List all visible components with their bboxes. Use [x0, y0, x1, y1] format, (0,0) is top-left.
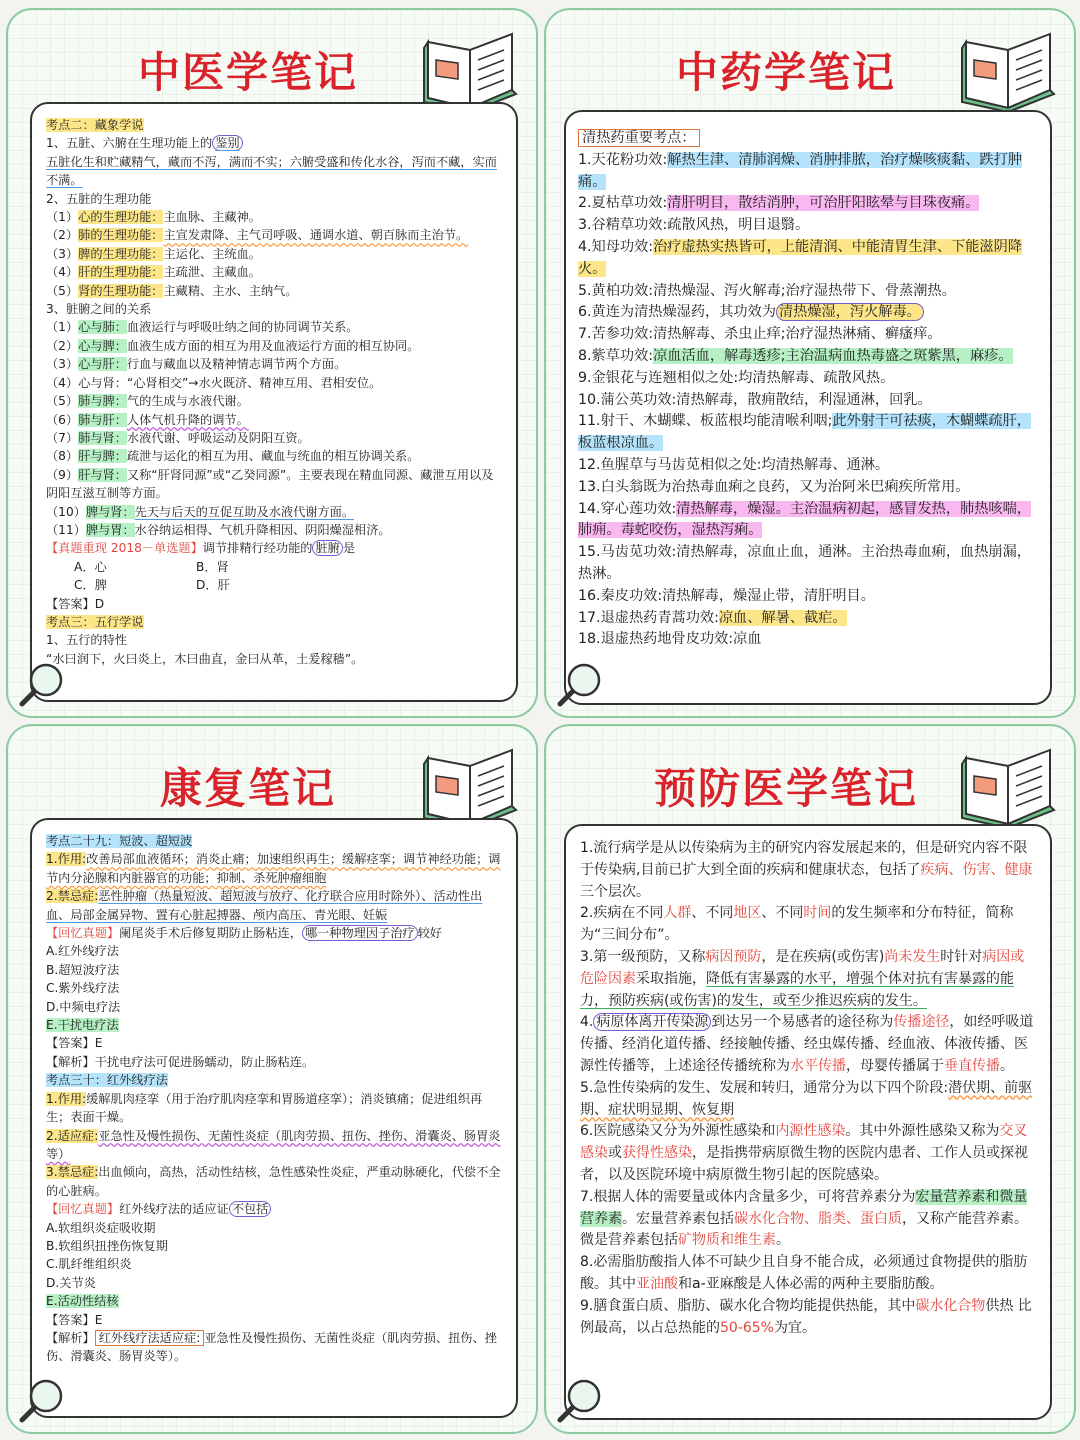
note-key-term: 病因预防 — [705, 948, 762, 965]
note-text: 水液代谢、呼吸运动及阴阳互资。 — [126, 430, 310, 445]
note-key-term: 肾的生理功能： — [78, 283, 164, 298]
analysis-line: 【解析】干扰电疗法可促进肠蠕动，防止肠粘连。 — [46, 1054, 315, 1069]
card-title: 康复笔记 — [159, 764, 336, 813]
note-key-term: 碳水化合物 — [915, 1297, 986, 1314]
note-line: 2、五脏的生理功能 — [46, 191, 152, 206]
note-key-term: 1.作用: — [46, 852, 87, 867]
note-line — [578, 193, 1038, 215]
note-text: 为宜。 — [773, 1319, 816, 1336]
note-line — [578, 608, 1038, 630]
card-title: 中医学笔记 — [137, 48, 358, 97]
note-line — [46, 576, 502, 594]
option-line: C.紫外线疗法 — [46, 981, 120, 996]
note-text: ，是在疾病(或伤害) — [761, 948, 885, 965]
note-line — [46, 1163, 502, 1200]
note-key-term: 50-65% — [720, 1319, 774, 1336]
note-key-term: 传播途径 — [893, 1014, 950, 1031]
note-text: 疏泄与运化的相互为用、藏血与统血的相互协调关系。 — [126, 449, 420, 464]
note-line — [46, 1127, 502, 1164]
note-line: 12.鱼腥草与马齿苋相似之处:均清热解毒、通淋。 — [578, 456, 890, 473]
note-number: （2） — [46, 228, 79, 243]
note-key-term: 水平传播 — [790, 1057, 846, 1074]
note-text: 主疏泄、主藏血。 — [163, 265, 261, 280]
note-key-term: 尚未发生 — [884, 948, 941, 965]
note-line — [46, 887, 502, 924]
note-line — [46, 429, 502, 447]
note-key-term: 红外线疗法适应症: — [95, 1330, 205, 1346]
note-line: 9.金银花与连翘相似之处:均清热解毒、疏散风热。 — [578, 369, 895, 386]
note-key-term: 肺与肝： — [78, 412, 127, 427]
note-number: （10） — [46, 504, 86, 519]
answer-line: 【答案】D — [46, 596, 105, 611]
note-key-term: 亚油酸 — [636, 1275, 678, 1292]
note-key-term: 脏腑 — [312, 540, 342, 556]
section-heading: 考点二十九：短波、超短波 — [46, 834, 193, 848]
note-text: 9.膳食蛋白质、脂肪、碳水化合物均能提供热能，其中 — [580, 1297, 916, 1314]
option-line: B.软组织扭挫伤恢复期 — [46, 1238, 168, 1253]
note-text: 改善局部血液循环；消炎止痛；加速组织再生；缓解痉挛；调节神经功能；调节内分泌腺和内脏器官的功能；抑制、杀死肿瘤细胞 — [46, 852, 501, 885]
note-line — [580, 1252, 1036, 1296]
note-text: 供热 比例最高，以占总热能的 — [580, 1297, 1032, 1336]
note-text: 人体气机升降的调节。 — [126, 412, 249, 427]
note-line: 7.苦参功效:清热解毒、杀虫止痒;治疗湿热淋痛、癣瘙痒。 — [578, 326, 942, 343]
option-line: D.关节炎 — [46, 1275, 96, 1290]
option-line: D.中频电疗法 — [46, 999, 121, 1014]
note-text: 水谷纳运相得、气机升降相因、阴阳燥湿相济。 — [134, 522, 391, 537]
note-text: 4. — [580, 1014, 594, 1031]
exam-tag: 【回忆真题】 — [46, 926, 120, 941]
note-text: 亚急性及慢性损伤、无菌性炎症（肌肉劳损、扭伤、挫伤、滑囊炎、肠胃炎等）。 — [46, 1330, 497, 1364]
correct-option: E.干扰电疗法 — [46, 1018, 119, 1033]
note-line: “水曰润下，火曰炎上，木曰曲直，金曰从革，土爰稼穑”。 — [46, 651, 364, 666]
note-number: （6） — [46, 412, 79, 427]
notes-panel — [564, 824, 1052, 1420]
note-text: ，又称产能营养素。微是营养素包括 — [580, 1210, 1028, 1249]
answer-line: 【答案】E — [46, 1312, 103, 1327]
note-key-term: 脾的生理功能： — [78, 246, 164, 261]
note-key-term: 内源性感染 — [775, 1123, 846, 1140]
note-line — [46, 337, 502, 355]
note-text: 。其中外源性感染又称为 — [845, 1123, 1000, 1140]
note-text: 1.天花粉功效: — [578, 151, 668, 168]
note-key-term: 肺与肾： — [78, 430, 127, 445]
note-key-term: 2.禁忌症: — [46, 889, 99, 904]
note-line — [46, 1200, 502, 1218]
note-line — [46, 924, 502, 942]
note-key-term: 脾与肾： — [85, 504, 135, 519]
note-line: 五脏化生和贮藏精气，藏而不泻，满而不实；六腑受盛和传化水谷，泻而不藏，实而不满。 — [46, 154, 497, 188]
note-text: 、不同 — [761, 905, 804, 922]
note-text: 7.根据人体的需要量或体内含量多少，可将营养素分为 — [580, 1188, 916, 1205]
note-line — [46, 1090, 502, 1127]
magnifier-icon — [16, 1376, 66, 1426]
exam-tag: 【回忆真题】 — [46, 1202, 120, 1217]
note-text: 1、五脏、六腑在生理功能上的 — [46, 136, 213, 151]
note-text: 8.必需脂肪酸指人体不可缺少且自身不能合成，必须通过食物提供的脂肪酸。其中 — [580, 1254, 1028, 1292]
option-line: C.肌纤维组织炎 — [46, 1257, 132, 1272]
note-line — [578, 128, 1038, 150]
note-key-term: 宏量营养素和微量营养素 — [580, 1188, 1028, 1227]
note-line — [578, 302, 1038, 324]
note-text: 主血脉、主藏神。 — [163, 210, 261, 225]
note-line — [580, 947, 1036, 1012]
note-key-term: 清热燥湿，泻火解毒。 — [776, 303, 924, 321]
option-b: B．肾 — [196, 559, 229, 574]
note-text: 1.流行病学是从以传染病为主的研究内容发展起来的，但是研究内容不限于传染病,目前已扩大到全面的疾病和健康状态，包括了 — [580, 840, 1028, 878]
note-line: （4）心与肾：“心肾相交”→水火既济、精神互用、君相安位。 — [46, 375, 382, 390]
note-text: 6.黄连为清热燥湿药，其功效为 — [578, 304, 776, 321]
magnifier-icon — [554, 1376, 604, 1426]
note-key-term: 不包括 — [229, 1201, 272, 1217]
note-line — [46, 392, 502, 410]
note-line — [46, 1071, 502, 1089]
note-line — [46, 208, 502, 226]
note-key-term: 时间 — [803, 905, 832, 922]
note-line — [46, 558, 502, 576]
note-line — [578, 150, 1038, 194]
note-text: 11.射干、木蝴蝶、板蓝根均能清喉利咽; — [578, 413, 833, 430]
note-text: 的发生频率和分布特征，简称为“三间分布”。 — [580, 905, 1014, 944]
note-key-term: 哪一种物理因子治疗 — [302, 925, 418, 941]
note-key-term: 2.适应症: — [46, 1128, 99, 1143]
note-key-term: 心与肝： — [78, 357, 127, 372]
exam-tag: 【真题重现 2018－单选题】 — [46, 541, 203, 556]
note-line — [46, 134, 502, 152]
note-line — [46, 263, 502, 281]
note-line — [580, 1187, 1036, 1252]
note-key-term: 解热生津、清肺润燥、消肿排脓，治疗燥咳痰黏、跌打肿痛。 — [578, 151, 1022, 190]
note-key-term: 心与脾： — [78, 338, 127, 353]
notes-panel — [30, 102, 518, 702]
option-a: A．心 — [74, 559, 107, 574]
card-preventive-notes — [544, 724, 1076, 1434]
note-text: 调节排精行经功能的 — [202, 541, 313, 556]
note-key-term: 病原体离开传染源 — [593, 1013, 711, 1031]
note-key-term: 清热解毒，燥湿。主治温病初起，感冒发热，肺热咳喘，肺痈。毒蛇咬伤，湿热泻痢。 — [578, 500, 1031, 539]
note-key-term: 肺的生理功能： — [78, 228, 164, 243]
note-line — [578, 237, 1038, 281]
note-line: 5.黄柏功效:清热燥湿、泻火解毒;治疗湿热带下、骨蒸潮热。 — [578, 282, 956, 299]
note-line — [46, 245, 502, 263]
note-text: 3.第一级预防，又称 — [580, 948, 706, 965]
option-c: C．脾 — [74, 578, 107, 593]
note-key-term: 1.作用: — [46, 1091, 87, 1106]
note-number: （2） — [46, 338, 79, 353]
magnifier-icon — [16, 660, 66, 710]
note-line — [578, 346, 1038, 368]
note-text: 血液运行与呼吸吐纳之间的协同调节关系。 — [126, 320, 359, 335]
note-line — [46, 226, 502, 244]
note-line — [46, 613, 502, 631]
note-line — [46, 355, 502, 373]
note-text: 阑尾炎手术后修复期防止肠粘连， — [119, 926, 302, 941]
note-text: 较好 — [417, 926, 442, 941]
section-heading: 考点二：藏象学说 — [46, 118, 144, 132]
note-number: （7） — [46, 430, 79, 445]
note-text: 出血倾向，高热，活动性结核，急性感染性炎症，严重动脉硬化，代偿不全的心脏病。 — [46, 1165, 501, 1198]
note-line — [580, 903, 1036, 947]
note-number: （11） — [46, 522, 86, 537]
note-number: （4） — [46, 265, 79, 280]
note-key-term: 垂直传播 — [944, 1057, 1000, 1074]
open-book-icon — [422, 744, 518, 828]
note-key-term: 心与肺： — [78, 320, 127, 335]
note-key-term: 凉血、解暑、截疟。 — [718, 609, 847, 626]
note-text: 4.知母功效: — [578, 238, 654, 255]
open-book-icon — [422, 28, 518, 112]
note-text: 2.夏枯草功效: — [578, 195, 668, 212]
analysis-line — [46, 1329, 502, 1366]
open-book-icon — [960, 744, 1056, 828]
note-text: 亚急性及慢性损伤、无菌性炎症（肌肉劳损、扭伤、挫伤、滑囊炎、肠胃炎等） — [46, 1128, 501, 1161]
note-text: ，是指携带病原微生物的医院内患者、工作人员或探视者，以及医院环境中病原微生物引起的医院感染。 — [580, 1145, 1028, 1183]
note-text: 到达另一个易感者的途径称为 — [711, 1014, 894, 1031]
note-line — [46, 447, 502, 465]
note-text: 降低有害暴露的水平，增强个体对抗有害暴露的能力，预防疾病(或伤害)的发生，或至少推迟疾病的发生。 — [580, 970, 1014, 1009]
note-line: 3.谷精草功效:疏散风热，明目退翳。 — [578, 217, 810, 234]
note-number: （5） — [46, 283, 79, 298]
note-number: （3） — [46, 246, 79, 261]
note-line — [46, 832, 502, 850]
answer-line: 【答案】E — [46, 1036, 103, 1051]
note-text: ，如经呼吸道传播、经消化道传播、经接触传播、经虫媒传播、经血液、体液传播、医源性传播等，上述途径传播统称为 — [580, 1014, 1034, 1074]
note-key-term: 清肝明目，散结消肿，可治肝阳眩晕与目珠夜痛。 — [667, 195, 980, 212]
note-line — [580, 1012, 1036, 1077]
note-line — [46, 850, 502, 887]
note-line — [578, 411, 1038, 455]
note-key-term: 碳水化合物、脂类、蛋白质 — [734, 1210, 902, 1227]
card-title: 中药学笔记 — [675, 48, 896, 97]
note-text: 恶性肿瘤（热量短波、超短波与放疗、化疗联合应用时除外）、活动性出血、局部金属异物、置有心脏起搏器、颅内高压、青光眼、妊娠 — [46, 889, 483, 922]
note-text: 采取指施， — [636, 970, 706, 987]
note-text: 时针对 — [940, 948, 983, 965]
note-line: 10.蒲公英功效:清热解毒，散痈散结，利湿通淋，回乳。 — [578, 391, 932, 408]
note-key-term: 此外射干可祛痰，木蝴蝶疏肝，板蓝根凉血。 — [578, 413, 1031, 452]
note-key-term: 获得性感染 — [622, 1145, 692, 1162]
note-line — [46, 539, 502, 557]
note-key-term: 交叉感染 — [580, 1123, 1028, 1162]
note-line — [578, 499, 1038, 543]
section-heading: 清热药重要考点： — [578, 129, 700, 147]
correct-option: E.活动性结核 — [46, 1294, 119, 1309]
note-number: （3） — [46, 357, 79, 372]
note-line — [46, 466, 502, 503]
note-text: 或 — [608, 1145, 622, 1162]
analysis-tag: 【解析】 — [46, 1330, 95, 1345]
note-line: 13.白头翁既为治热毒血痢之良药，又为治阿米巴痢疾所常用。 — [578, 478, 970, 495]
option-d: D．肝 — [196, 578, 230, 593]
note-line — [46, 116, 502, 134]
note-key-term: 疾病、伤害、健康 — [920, 861, 1033, 878]
note-text: 和a-亚麻酸是人体必需的两种主要脂肪酸。 — [678, 1275, 944, 1292]
note-text: 先天与后天的互促互助及水液代谢方面。 — [134, 504, 355, 519]
note-text: 又称“肝肾同源”或“乙癸同源”。主要表现在精血同源、藏泄互用以及阴阳互滋互制等方面。 — [46, 467, 494, 501]
magnifier-icon — [554, 660, 604, 710]
note-key-term: 肺与脾： — [78, 394, 127, 409]
notes-panel — [564, 110, 1052, 705]
note-text: 、不同 — [691, 905, 734, 922]
note-line: 15.马齿苋功效:清热解毒，凉血止血，通淋。主治热毒血痢，血热崩漏，热淋。 — [578, 544, 1031, 582]
note-key-term: 病因或危险因素 — [580, 948, 1025, 987]
note-key-term: 人群 — [663, 905, 692, 922]
note-text: 主运化、主统血。 — [163, 246, 261, 261]
note-key-term: 肝的生理功能： — [78, 265, 164, 280]
note-line — [46, 503, 502, 521]
note-number: （1） — [46, 320, 79, 335]
note-line: 1、五行的特性 — [46, 633, 127, 648]
note-text: 行血与藏血以及精神情志调节两个方面。 — [126, 357, 347, 372]
note-line: 18.退虚热药地骨皮功效:凉血 — [578, 631, 762, 648]
note-line — [46, 411, 502, 429]
notes-panel — [30, 818, 518, 1418]
option-line: B.超短波疗法 — [46, 962, 120, 977]
card-tcm-notes — [6, 8, 538, 718]
card-title: 预防医学笔记 — [653, 764, 918, 813]
note-line: 16.秦皮功效:清热解毒，燥湿止带，清肝明目。 — [578, 587, 875, 604]
note-key-term: 凉血活血，解毒透疹;主治温病血热毒盛之斑紫黑，麻疹。 — [653, 347, 1013, 364]
card-rehab-notes — [6, 724, 538, 1434]
note-text: 红外线疗法的适应证 — [119, 1202, 229, 1217]
note-text: 14.穿心莲功效: — [578, 500, 677, 517]
option-line: A.软组织炎症吸收期 — [46, 1220, 156, 1235]
note-text: 主藏精、主水、主纳气。 — [163, 283, 298, 298]
note-text: 。 — [776, 1232, 790, 1249]
note-key-term: 心的生理功能： — [78, 210, 164, 225]
note-key-term: 3.禁忌症: — [46, 1165, 99, 1180]
section-heading: 考点三：五行学说 — [46, 614, 144, 629]
note-text: 6.医院感染又分为外源性感染和 — [580, 1123, 776, 1140]
note-number: （1） — [46, 210, 79, 225]
note-key-term: 肝与肾： — [78, 467, 127, 482]
note-key-term: 鉴别 — [212, 135, 242, 151]
open-book-icon — [960, 28, 1056, 112]
note-number: （8） — [46, 449, 79, 464]
note-text: 是 — [342, 541, 356, 556]
note-line — [46, 318, 502, 336]
note-line — [580, 1078, 1036, 1122]
note-text: 缓解肌肉痉挛（用于治疗肌肉痉挛和胃肠道痉挛）；消炎镇痛；促进组织再生；表面干燥。 — [46, 1091, 483, 1125]
note-text: 17.退虚热药青蒿功效: — [578, 609, 719, 626]
note-key-term: 矿物质和维生素 — [678, 1232, 776, 1249]
option-line — [46, 1016, 502, 1034]
note-line: 3、脏腑之间的关系 — [46, 302, 152, 317]
option-line — [46, 1292, 502, 1310]
note-text: 5.急性传染病的发生、发展和转归，通常分为以下四个阶段: — [580, 1079, 949, 1096]
note-text: 三个层次。 — [580, 883, 650, 900]
note-key-term: 脾与胃： — [85, 522, 135, 537]
note-key-term: 治疗虚热实热皆可，上能清润、中能清胃生津、下能滋阴降火。 — [578, 238, 1022, 277]
note-line — [580, 1121, 1036, 1186]
note-number: （5） — [46, 394, 79, 409]
note-line — [46, 521, 502, 539]
note-key-term: 肝与脾： — [78, 449, 127, 464]
option-line: A.红外线疗法 — [46, 944, 119, 959]
card-herbal-notes — [544, 8, 1076, 718]
note-text: 。宏量营养素包括 — [622, 1210, 734, 1227]
note-line — [580, 838, 1036, 903]
note-line — [46, 282, 502, 300]
note-text: 血液生成方面的相互为用及血液运行方面的相互协同。 — [126, 338, 420, 353]
note-line — [580, 1296, 1036, 1340]
note-key-term: 地区 — [733, 905, 762, 922]
section-heading: 考点三十：红外线疗法 — [46, 1073, 168, 1088]
note-key-term: 潜伏期、前驱期、症状明显期、恢复期 — [580, 1079, 1033, 1118]
note-text: 2.疾病在不同 — [580, 905, 664, 922]
note-text: 8.紫草功效: — [578, 347, 654, 364]
note-text: 主宣发肃降、主气司呼吸、通调水道、朝百脉而主治节。 — [163, 228, 469, 243]
note-text: 气的生成与水液代谢。 — [126, 394, 249, 409]
note-text: 。 — [1000, 1057, 1014, 1074]
note-text: ，母婴传播属于 — [846, 1057, 944, 1074]
note-number: （9） — [46, 467, 79, 482]
